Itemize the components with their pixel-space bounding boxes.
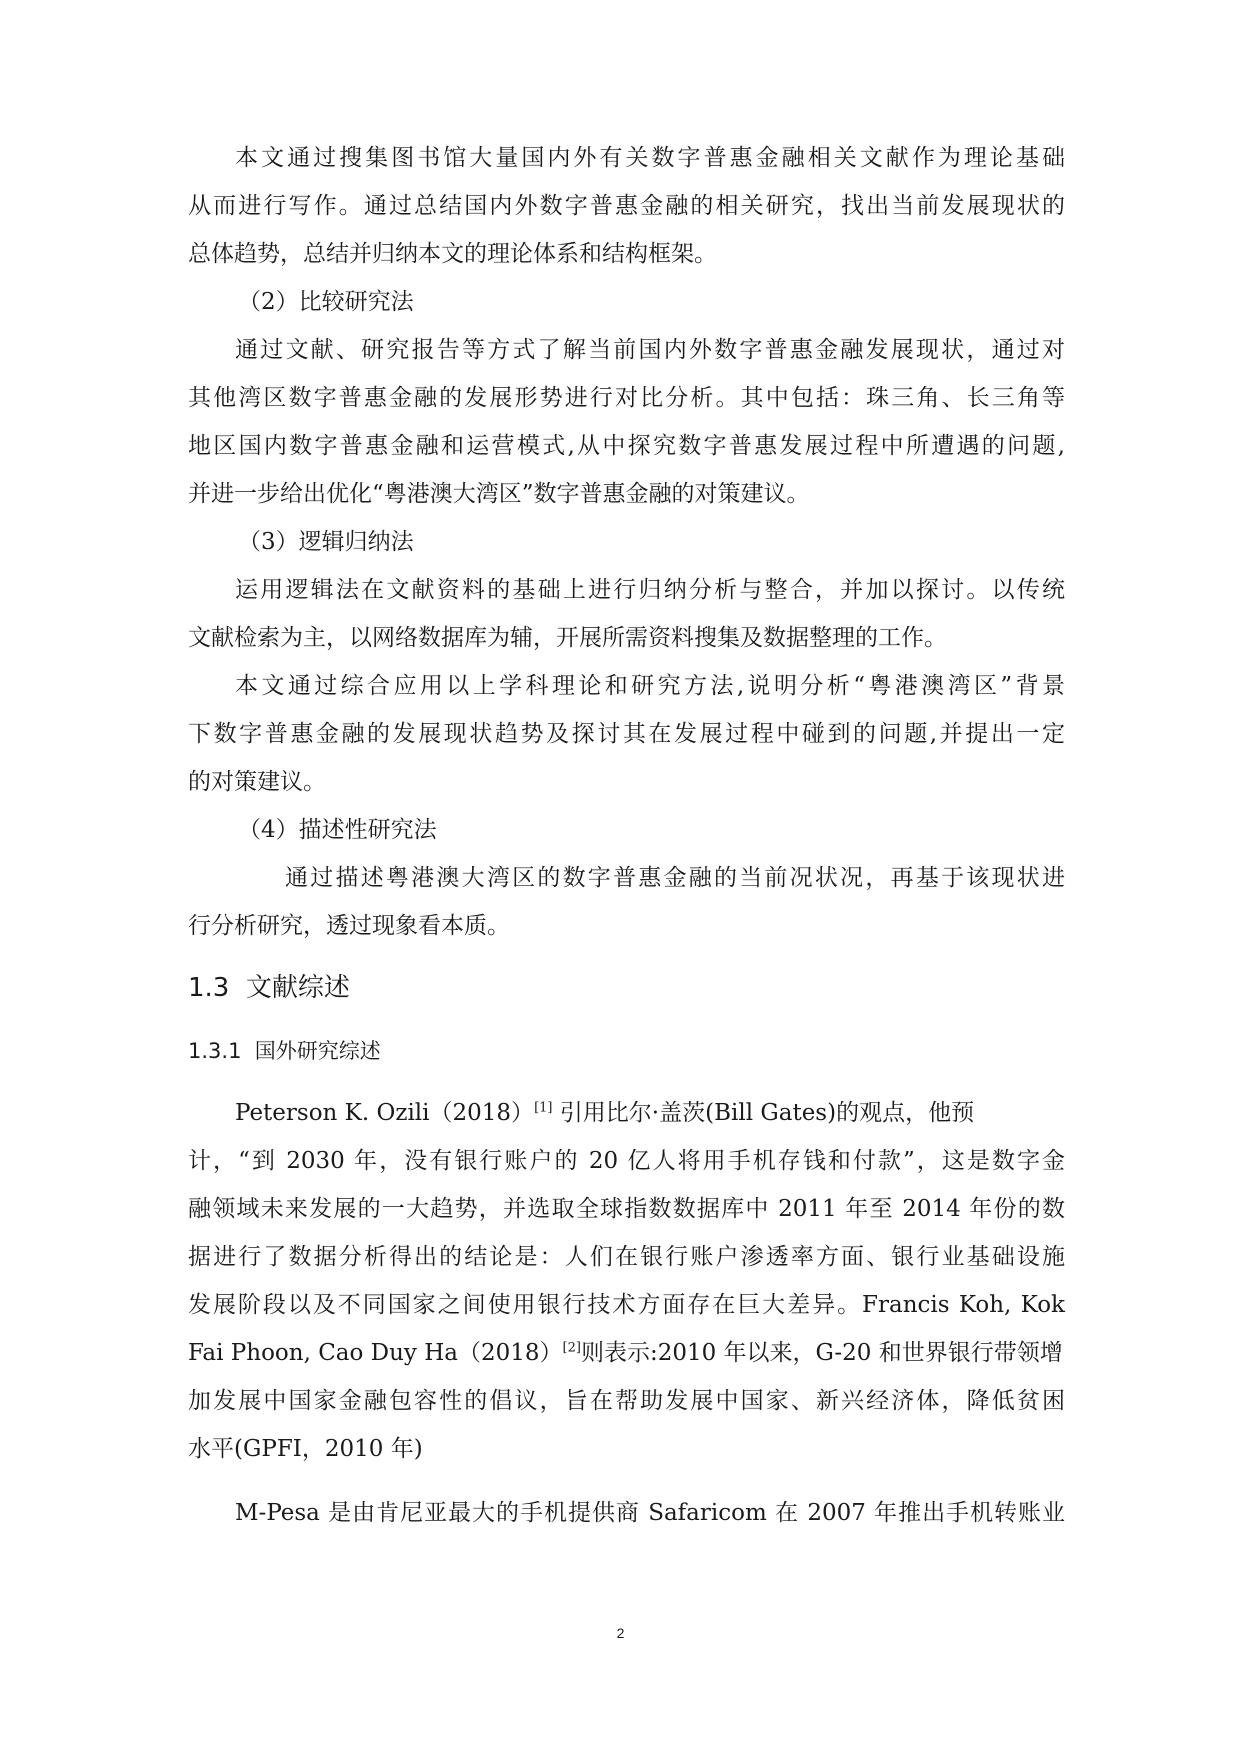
body-text-segment: 引用比尔·盖茨(Bill Gates)的观点，他预 bbox=[552, 1100, 975, 1126]
body-text-line bbox=[188, 1338, 1063, 1368]
body-text-line: 文献检索为主，以网络数据库为辅，开展所需资料搜集及数据整理的工作。 bbox=[188, 625, 947, 651]
section-heading: 1.3 文献综述 bbox=[188, 973, 350, 1003]
body-text-line: 总体趋势，总结并归纳本文的理论体系和结构框架。 bbox=[188, 241, 717, 267]
body-text-line: 融领域未来发展的一大趋势，并选取全球指数数据库中 2011 年至 2014 年份的数 bbox=[188, 1196, 1065, 1222]
body-text-line bbox=[235, 1098, 974, 1128]
body-text-line: 发展阶段以及不同国家之间使用银行技术方面存在巨大差异。Francis Koh, Kok bbox=[188, 1292, 1065, 1318]
body-text-line: 行分析研究，透过现象看本质。 bbox=[188, 913, 510, 939]
body-text-segment: Peterson K. Ozili（2018） bbox=[235, 1100, 535, 1126]
body-text-line: M-Pesa 是由肯尼亚最大的手机提供商 Safaricom 在 2007 年推出手机转账业 bbox=[235, 1500, 1065, 1526]
page-number: 2 bbox=[616, 1625, 625, 1641]
body-text-line: 从而进行写作。通过总结国内外数字普惠金融的相关研究，找出当前发展现状的 bbox=[188, 193, 1065, 219]
body-text-line: 的对策建议。 bbox=[188, 769, 326, 795]
body-text-line: 本文通过综合应用以上学科理论和研究方法,说明分析“粤港澳湾区”背景 bbox=[235, 673, 1065, 699]
body-text-line: 下数字普惠金融的发展现状趋势及探讨其在发展过程中碰到的问题,并提出一定 bbox=[188, 721, 1065, 747]
body-text-line: 水平(GPFI，2010 年) bbox=[188, 1436, 423, 1462]
subsection-heading: 1.3.1 国外研究综述 bbox=[188, 1039, 381, 1063]
body-text-line: 通过文献、研究报告等方式了解当前国内外数字普惠金融发展现状，通过对 bbox=[235, 337, 1065, 363]
citation-ref: [2] bbox=[562, 1340, 581, 1356]
body-text-line: 据进行了数据分析得出的结论是：人们在银行账户渗透率方面、银行业基础设施 bbox=[188, 1244, 1065, 1270]
method-subheading: （4）描述性研究法 bbox=[238, 817, 437, 843]
body-text-segment: Fai Phoon, Cao Duy Ha（2018） bbox=[188, 1340, 563, 1366]
body-text-line: 通过描述粤港澳大湾区的数字普惠金融的当前况状况，再基于该现状进 bbox=[285, 865, 1065, 891]
body-text-line: 其他湾区数字普惠金融的发展形势进行对比分析。其中包括：珠三角、长三角等 bbox=[188, 385, 1065, 411]
body-text-line: 计，“到 2030 年，没有银行账户的 20 亿人将用手机存钱和付款”，这是数字金 bbox=[188, 1148, 1065, 1174]
body-text-line: 并进一步给出优化“粤港澳大湾区”数字普惠金融的对策建议。 bbox=[188, 481, 810, 507]
method-subheading: （3）逻辑归纳法 bbox=[238, 529, 414, 555]
body-text-line: 地区国内数字普惠金融和运营模式,从中探究数字普惠发展过程中所遭遇的问题, bbox=[188, 433, 1065, 459]
body-text-line: 加发展中国家金融包容性的倡议，旨在帮助发展中国家、新兴经济体，降低贫困 bbox=[188, 1388, 1065, 1414]
citation-ref: [1] bbox=[534, 1100, 553, 1116]
body-text-line: 运用逻辑法在文献资料的基础上进行归纳分析与整合，并加以探讨。以传统 bbox=[235, 577, 1065, 603]
body-text-segment: 则表示:2010 年以来，G-20 和世界银行带领增 bbox=[580, 1340, 1063, 1366]
method-subheading: （2）比较研究法 bbox=[238, 289, 414, 315]
body-text-line: 本文通过搜集图书馆大量国内外有关数字普惠金融相关文献作为理论基础 bbox=[235, 145, 1065, 171]
